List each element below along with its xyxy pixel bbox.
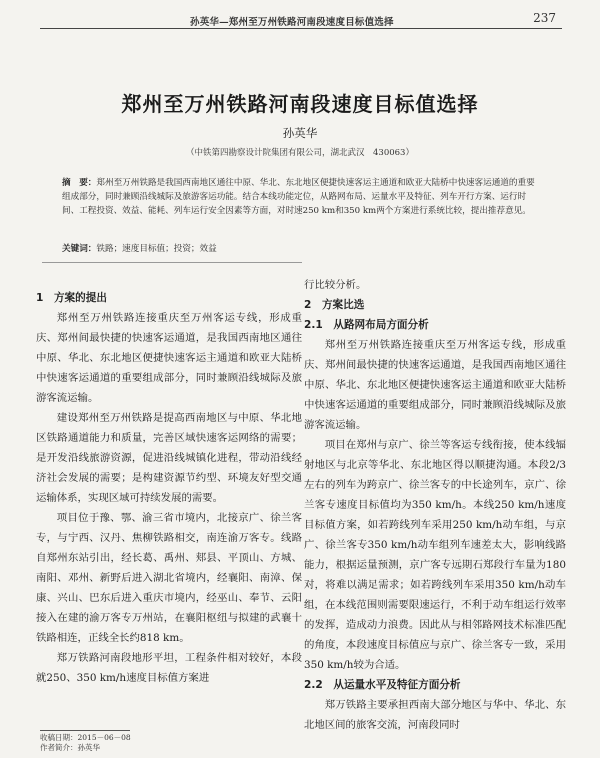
received-date: 收稿日期：2015－06－08 bbox=[40, 733, 131, 742]
paragraph: 建设郑州至万州铁路是提高西南地区与中原、华北地区铁路通道能力和质量，完善区域快速客运网络的需要；是开发沿线旅游资源，促进沿线城镇化进程，带动沿线经济社会发展的需要；是构建资源节约型、环境友好型交通运输体系，实现区域可持续发展的需要。 bbox=[36, 412, 302, 504]
page-number: 237 bbox=[533, 11, 556, 25]
paragraph: 郑州至万州铁路连接重庆至万州客运专线，形成重庆、郑州间最快捷的快速客运通道，是我国西南地区通往中原、华北、东北地区便捷快速客运主通道和欧亚大陆桥中快速客运通道的重要组成部分，同时兼顾沿线城际及旅游客流运输。 bbox=[304, 339, 566, 431]
keywords-divider bbox=[42, 262, 302, 263]
author-name: 孙英华 bbox=[282, 126, 318, 140]
abstract-label: 摘 要： bbox=[62, 178, 97, 188]
section-heading-2-1: 2.1 从路网布局方面分析 bbox=[304, 319, 429, 331]
footnote-rule bbox=[40, 730, 130, 731]
paragraph: 郑州至万州铁路连接重庆至万州客运专线，形成重庆、郑州间最快捷的快速客运通道，是我国西南地区通往中原、华北、东北地区便捷快速客运主通道和欧亚大陆桥中快速客运通道的重要组成部分，同时兼顾沿线城际及旅游客流运输。 bbox=[36, 312, 302, 404]
paragraph: 项目位于豫、鄂、渝三省市境内，北接京广、徐兰客专，与宁西、汉丹、焦柳铁路相交，南连渝万客专。线路自郑州东站引出，经长葛、禹州、郏县、平顶山、方城、南阳、邓州、新野后进入湖北省境内，经襄阳、南漳、保康、兴山、巴东后进入重庆市境内，经巫山、奉节、云阳接入在建的渝万客专万州站，在襄阳枢纽与拟建的武襄十铁路相连，正线全长约818 km。 bbox=[36, 512, 302, 644]
section-heading-1: 1 方案的提出 bbox=[36, 292, 107, 304]
keywords bbox=[62, 242, 542, 254]
keywords-label: 关键词： bbox=[62, 244, 97, 254]
section-heading-2-2: 2.2 从运量水平及特征方面分析 bbox=[304, 679, 461, 691]
running-head bbox=[40, 10, 560, 28]
header-rule bbox=[40, 28, 562, 29]
running-title: 孙英华—郑州至万州铁路河南段速度目标值选择 bbox=[190, 17, 394, 28]
footnote bbox=[40, 733, 131, 753]
section-heading-2: 2 方案比选 bbox=[304, 299, 365, 311]
abstract-text: 郑州至万州铁路是我国西南地区通往中原、华北、东北地区便捷快速客运主通道和欧亚大陆桥中快速客运通道的重要组成部分，同时兼顾沿线城际及旅游客运功能。结合本线功能定位，从路网布局、运量水平及特征、列车开行方案、运行时间、工程投资、效益、能耗、列车运行安全因素等方面，对时速250 km和350 km两个方案进行系统比较，提出推荐意见。 bbox=[62, 178, 535, 216]
right-column bbox=[304, 275, 566, 735]
author-bio: 作者简介：孙英华 bbox=[40, 743, 100, 752]
paragraph: 项目在郑州与京广、徐兰等客运专线衔接，使本线辐射地区与北京等华北、东北地区得以顺捷沟通。本段2/3左右的列车为跨京广、徐兰客专的中长途列车，京广、徐兰客专速度目标值均为350 km/h。本线250 km/h速度目标值方案，如若跨线列车采用250 km/h动车组，与京广、徐兰客专350 km/h动车组列车速差太大，影响线路能力，根据运量预测，京广客专远期石郑段行车量为180对，将难以满足需求；如若跨线列车采用350 km/h动车组，在本线范围则需要限速运行，不利于动车组运行效率的发挥，造成动力浪费。因此从与相邻路网技术标准匹配的角度，本段速度目标值应与京广、徐兰客专一致，采用350 km/h较为合适。 bbox=[304, 439, 566, 671]
paragraph: 郑万铁路河南段地形平坦，工程条件相对较好，本段就250、350 km/h速度目标值方案进 bbox=[36, 652, 302, 684]
abstract bbox=[62, 176, 542, 218]
keywords-text: 铁路；速度目标值；投资；效益 bbox=[96, 244, 217, 254]
paragraph: 郑万铁路主要承担西南大部分地区与华中、华北、东北地区间的旅客交流，河南段同时 bbox=[304, 699, 566, 731]
author-affiliation: （中铁第四勘察设计院集团有限公司，湖北武汉 430063） bbox=[186, 148, 414, 158]
left-column bbox=[36, 288, 302, 688]
paragraph-continuation: 行比较分析。 bbox=[304, 279, 367, 291]
article-title: 郑州至万州铁路河南段速度目标值选择 bbox=[121, 92, 479, 116]
